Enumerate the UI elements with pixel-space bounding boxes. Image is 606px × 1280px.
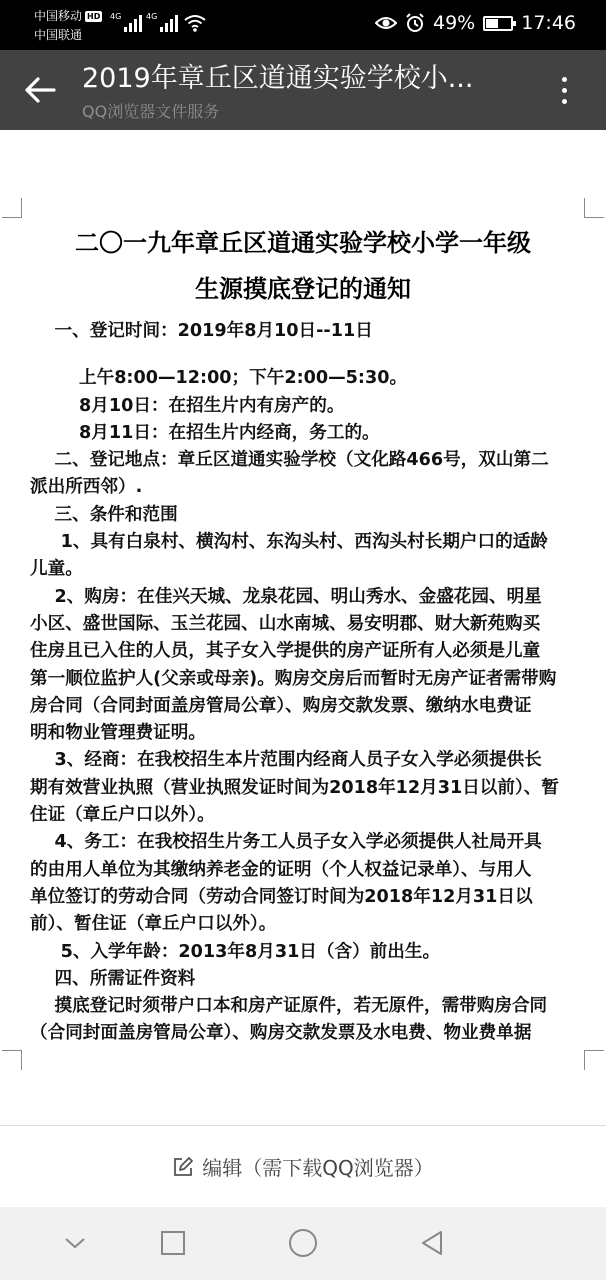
chevron-down-icon (63, 1236, 87, 1250)
document-line: 2、购房：在佳兴天城、龙泉花园、明山秀水、金盛花园、明星 (30, 586, 542, 607)
square-icon (160, 1230, 186, 1256)
document-line: 的由用人单位为其缴纳养老金的证明（个人权益记录单）、与用人 (30, 859, 532, 880)
back-button[interactable] (18, 68, 62, 112)
triangle-back-icon (419, 1229, 445, 1257)
carrier-1-label: 中国移动 (34, 9, 83, 23)
document-line: 儿童。 (30, 559, 83, 580)
page-corner-mark (2, 198, 22, 218)
signal-1-icon: 4G (110, 12, 142, 32)
document-line: 8月10日：在招生片内有房产的。 (30, 395, 345, 416)
document-body (30, 318, 582, 1048)
document-line: 摸底登记时须带户口本和房产证原件，若无原件，需带购房合同 (30, 996, 548, 1017)
alarm-icon (405, 13, 425, 33)
more-dot-icon (562, 77, 567, 82)
battery-percent: 49% (433, 12, 476, 34)
document-line: （合同封面盖房管局公章）、购房交款发票及水电费、物业费单据 (30, 1023, 532, 1044)
document-line: 第一顺位监护人(父亲或母亲)。购房交房后而暂时无房产证者需带购 (30, 668, 557, 689)
signal-2-icon: 4G (146, 12, 178, 32)
battery-fill (486, 19, 498, 28)
document-line: 4、务工：在我校招生片务工人员子女入学必须提供人社局开具 (30, 832, 542, 853)
document-line: 单位签订的劳动合同（劳动合同签订时间为2018年12月31日以 (30, 886, 533, 907)
page-corner-mark (584, 198, 604, 218)
status-time: 17:46 (521, 12, 576, 34)
document-line: 住房且已入住的人员，其子女入学提供的房产证所有人必须是儿童 (30, 641, 541, 662)
document-line: 一、登记时间：2019年8月10日--11日 (30, 321, 373, 341)
document-viewer[interactable] (0, 130, 606, 1125)
status-right (375, 12, 576, 34)
app-header (0, 50, 606, 130)
carrier-2-label: 中国联通 (34, 28, 83, 42)
status-bar (0, 0, 606, 50)
nav-home-button[interactable] (285, 1225, 321, 1261)
nav-hide-button[interactable] (57, 1225, 93, 1261)
document-line: 1、具有白泉村、横沟村、东沟头村、西沟头村长期户口的适龄 (30, 532, 548, 553)
page-title: 2019年章丘区道通实验学校小... (82, 63, 474, 94)
edit-icon (172, 1156, 194, 1178)
page-corner-mark (2, 1050, 22, 1070)
document-line: 四、所需证件资料 (30, 968, 196, 989)
document-line: 三、条件和范围 (30, 504, 178, 525)
nav-back-button[interactable] (414, 1225, 450, 1261)
document-line: 3、经商：在我校招生本片范围内经商人员子女入学必须提供长 (30, 750, 542, 771)
system-nav-bar (0, 1207, 606, 1280)
document-line: 住证（章丘户口以外）。 (30, 805, 215, 826)
document-line: 上午8:00—12:00；下午2:00—5:30。 (30, 368, 408, 389)
more-options-button[interactable] (546, 72, 582, 108)
document-line (30, 345, 582, 365)
carrier-info (34, 7, 102, 45)
eye-icon (375, 15, 397, 31)
circle-icon (288, 1228, 318, 1258)
hd-badge: HD (87, 12, 101, 21)
page-corner-mark (584, 1050, 604, 1070)
more-dot-icon (562, 99, 567, 104)
document-line: 8月11日：在招生片内经商，务工的。 (30, 422, 380, 443)
document-line: 期有效营业执照（营业执照发证时间为2018年12月31日以前）、暂 (30, 777, 559, 798)
document-title-line-2: 生源摸底登记的通知 (195, 275, 411, 303)
edit-button[interactable] (0, 1125, 606, 1207)
document-line: 二、登记地点：章丘区道通实验学校（文化路466号，双山第二 (30, 450, 549, 471)
battery-icon (483, 16, 513, 31)
document-line: 房合同（合同封面盖房管局公章）、购房交款发票、缴纳水电费证 (30, 695, 532, 716)
edit-label: 编辑（需下载QQ浏览器） (202, 1156, 434, 1180)
back-arrow-icon (24, 76, 56, 104)
document-title-line-1: 二〇一九年章丘区道通实验学校小学一年级 (75, 229, 531, 257)
document-line: 前）、暂住证（章丘户口以外）。 (30, 914, 277, 935)
nav-recents-button[interactable] (155, 1225, 191, 1261)
document-line: 明和物业管理费证明。 (30, 723, 206, 744)
document-line: 5、入学年龄：2013年8月31日（含）前出生。 (30, 941, 441, 962)
document-line: 小区、盛世国际、玉兰花园、山水南城、易安明郡、财大新苑购买 (30, 613, 541, 634)
wifi-icon (183, 13, 207, 33)
more-dot-icon (562, 88, 567, 93)
page-subtitle: QQ浏览器文件服务 (82, 102, 220, 121)
document-line: 派出所西邻）. (30, 477, 143, 498)
